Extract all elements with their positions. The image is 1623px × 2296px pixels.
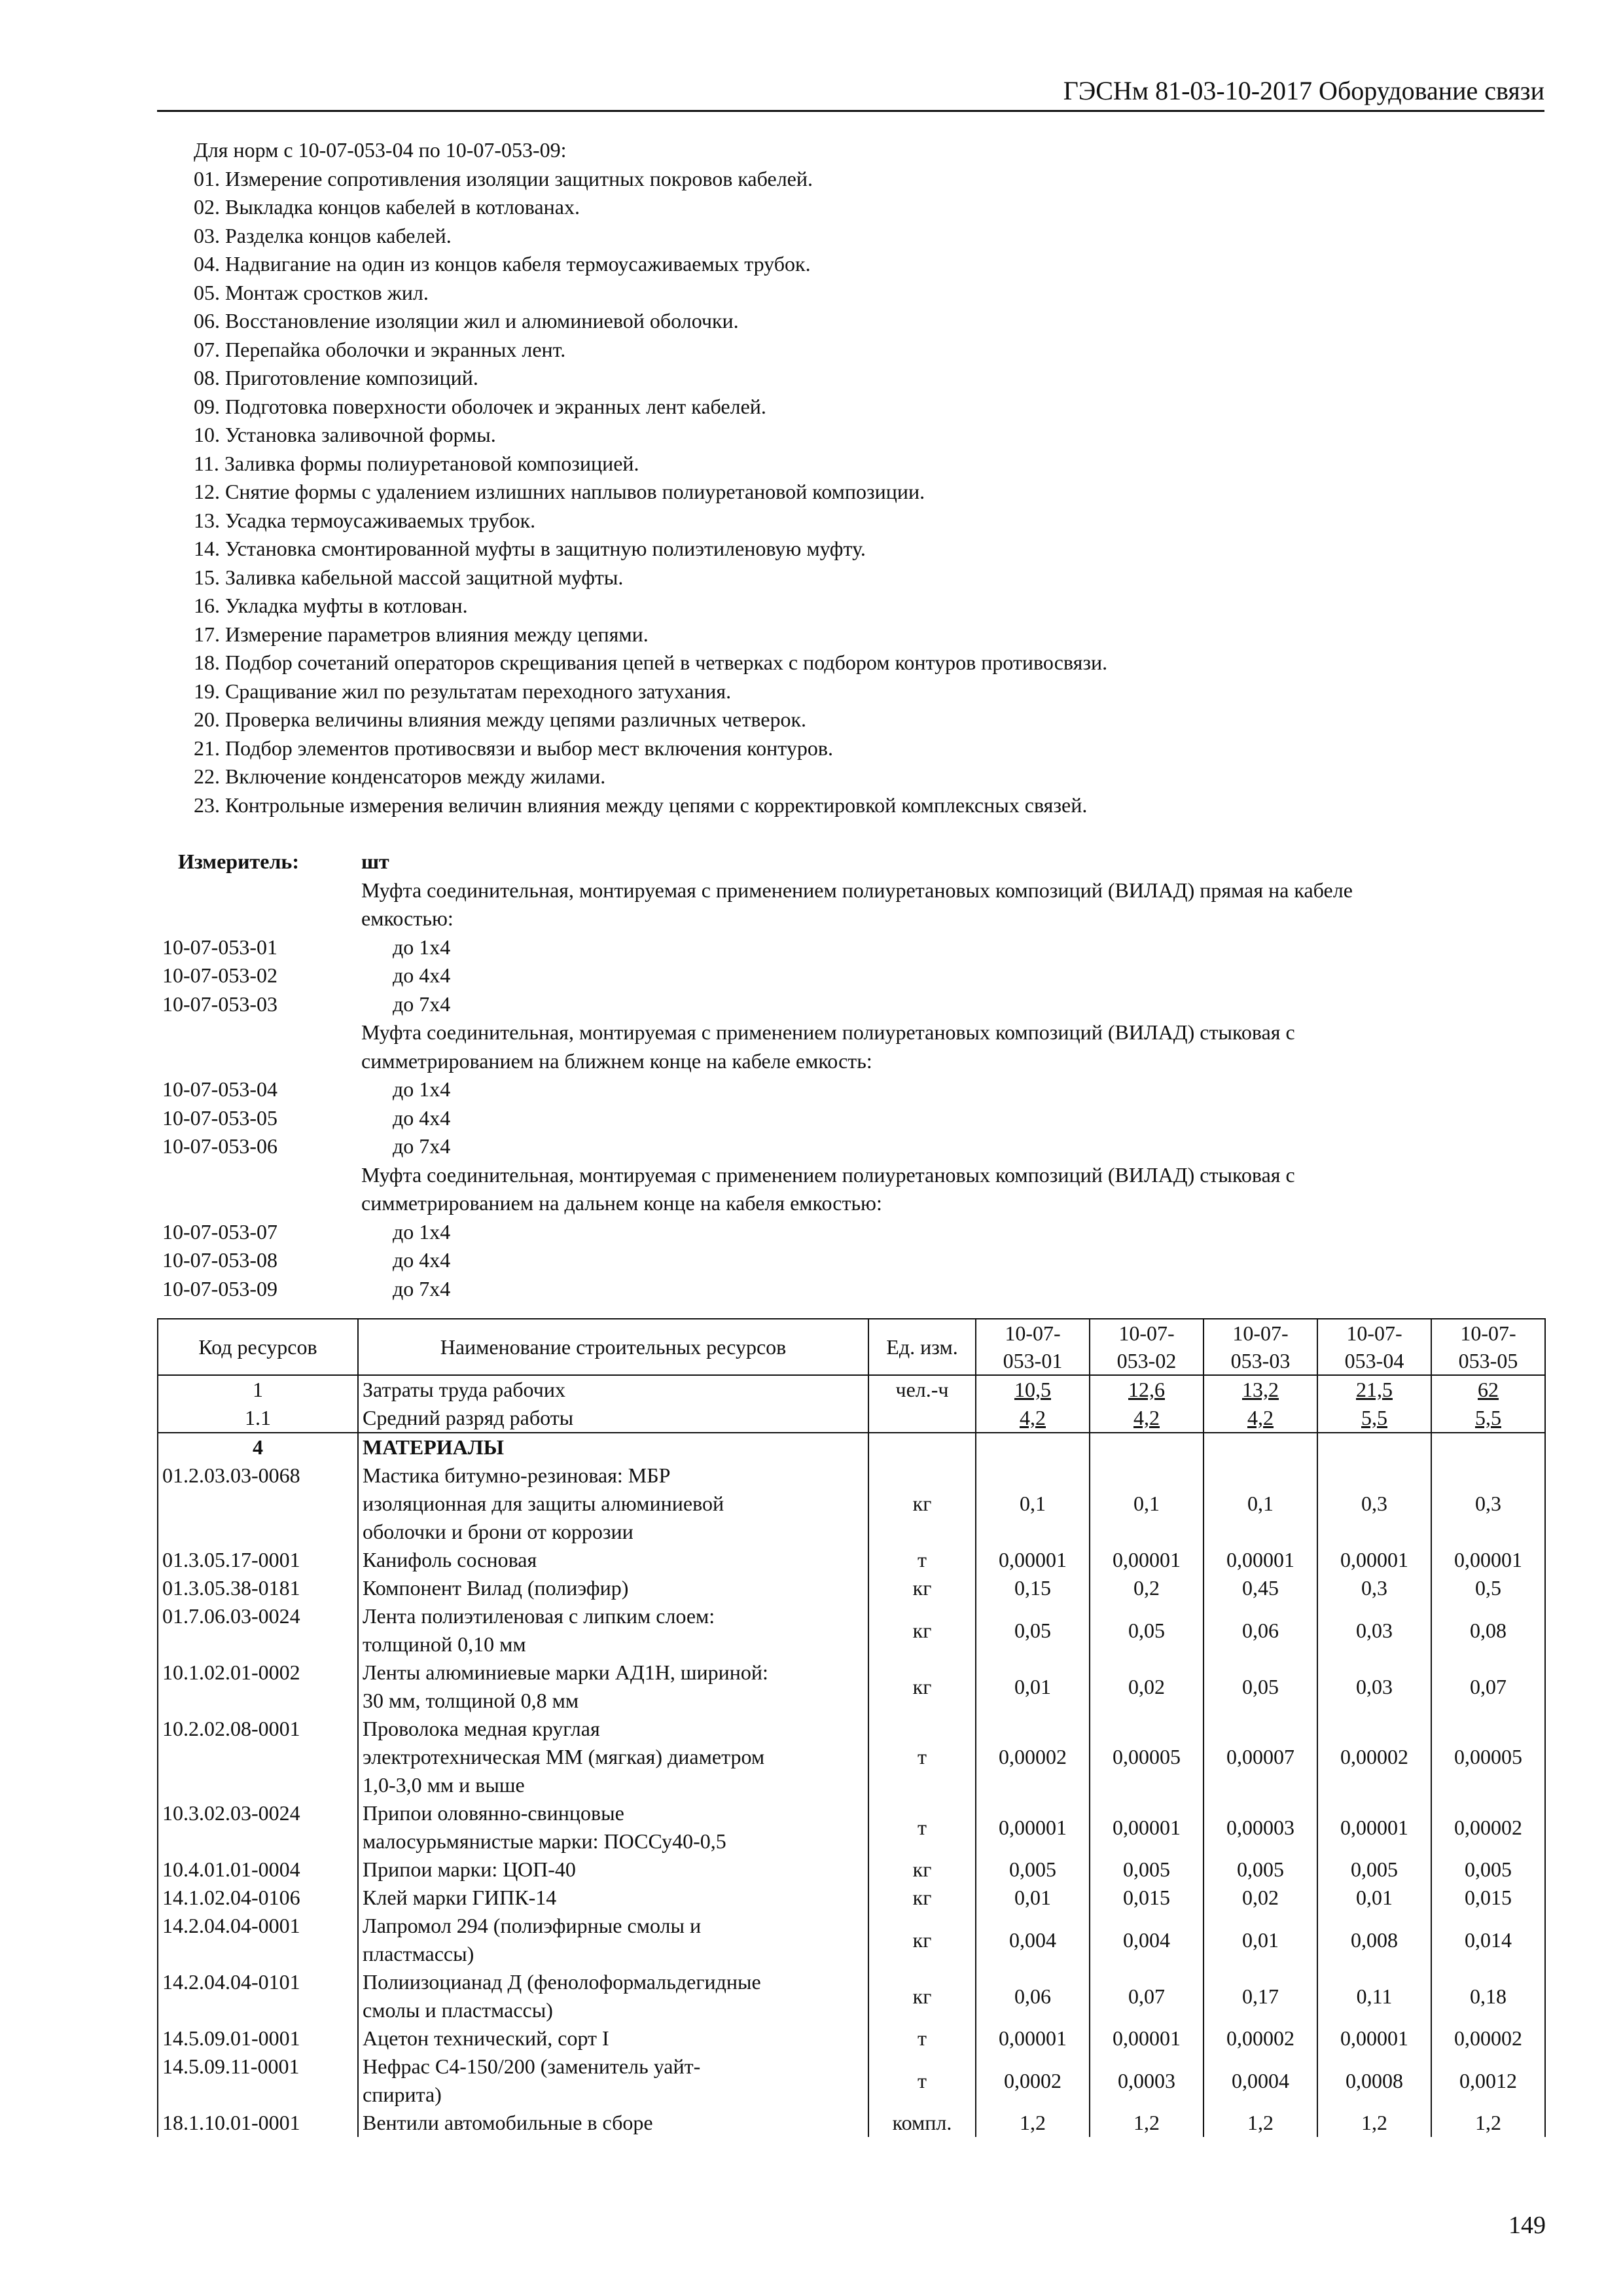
- norm-capacity: до 1х4: [393, 935, 451, 959]
- page-number: 149: [1508, 2212, 1546, 2239]
- resource-value-cell: 0,05: [976, 1602, 1090, 1659]
- resource-unit-cell: т: [868, 1546, 976, 1574]
- resource-unit-cell: кг: [868, 1574, 976, 1602]
- table-row: [158, 1856, 1545, 1884]
- resource-value-cell: 0,005: [1431, 1856, 1545, 1884]
- resource-unit-cell: кг: [868, 1602, 976, 1659]
- resource-name-cell: [358, 1433, 868, 1462]
- work-item: 11. Заливка формы полиуретановой композицией.: [194, 451, 639, 475]
- header-name: Наименование строительных ресурсов: [358, 1319, 868, 1375]
- norm-row: [162, 1132, 1550, 1161]
- resource-value-cell: 0,014: [1431, 1912, 1545, 1968]
- resource-code-cell: 4: [158, 1433, 358, 1462]
- table-row: [158, 1574, 1545, 1602]
- resource-value-cell: 0,005: [1090, 1856, 1204, 1884]
- resource-code-cell: 01.2.03.03-0068: [158, 1462, 358, 1546]
- resource-code-cell: 01.3.05.17-0001: [158, 1546, 358, 1574]
- resource-name-cell: [358, 2024, 868, 2053]
- resource-name-line: Полиизоцианад Д (фенолоформальдегидные: [363, 1970, 761, 1994]
- resource-name-cell: [358, 1715, 868, 1799]
- work-item: 12. Снятие формы с удалением излишних наплывов полиуретановой композиции.: [194, 480, 925, 503]
- table-row: [158, 1462, 1545, 1546]
- resource-code-cell: 14.2.04.04-0101: [158, 1968, 358, 2024]
- resource-name-line: Средний разряд работы: [363, 1406, 574, 1429]
- resource-value-cell: 0,00002: [1431, 2024, 1545, 2053]
- norm-capacity: до 7х4: [393, 1134, 451, 1158]
- resource-code-cell: 1: [158, 1375, 358, 1404]
- resource-value-cell: 0,00002: [1204, 2024, 1317, 2053]
- resource-value-cell: 0,03: [1317, 1659, 1431, 1715]
- resource-unit-cell: чел.-ч: [868, 1375, 976, 1404]
- resource-name-line: Затраты труда рабочих: [363, 1378, 565, 1401]
- resource-value-cell: 1,2: [1317, 2109, 1431, 2137]
- header-norm: 10-07- 053-01: [976, 1319, 1090, 1375]
- resource-code-cell: 18.1.10.01-0001: [158, 2109, 358, 2137]
- resource-name-line: оболочки и брони от коррозии: [363, 1520, 633, 1543]
- work-item: 10. Установка заливочной формы.: [194, 423, 496, 446]
- resource-value-cell: 12,6: [1090, 1375, 1204, 1404]
- resource-value-cell: 0,01: [1317, 1884, 1431, 1912]
- resource-value-cell: 0,00001: [1090, 2024, 1204, 2053]
- resource-unit-cell: т: [868, 2024, 976, 2053]
- header-unit: Ед. изм.: [868, 1319, 976, 1375]
- resource-value-cell: 0,08: [1431, 1602, 1545, 1659]
- work-item: 05. Монтаж сростков жил.: [194, 280, 429, 304]
- resource-value-cell: 0,3: [1317, 1462, 1431, 1546]
- meter-description: [162, 1047, 1550, 1076]
- norm-row: [162, 1218, 1550, 1247]
- resource-value-cell: 4,2: [976, 1404, 1090, 1433]
- resource-value-cell: [976, 1433, 1090, 1462]
- resource-code-cell: 1.1: [158, 1404, 358, 1433]
- resource-value-cell: 0,05: [1090, 1602, 1204, 1659]
- resource-code-cell: 14.2.04.04-0001: [158, 1912, 358, 1968]
- work-list-intro: Для норм с 10-07-053-04 по 10-07-053-09:: [194, 138, 567, 162]
- meter-description: [162, 1189, 1550, 1218]
- resource-value-cell: 0,005: [976, 1856, 1090, 1884]
- table-row: [158, 2109, 1545, 2137]
- resource-value-cell: 0,004: [976, 1912, 1090, 1968]
- work-composition-list: [194, 136, 1503, 819]
- resource-value-cell: 0,02: [1090, 1659, 1204, 1715]
- table-row: [158, 2053, 1545, 2109]
- resource-value-cell: 0,00001: [976, 1546, 1090, 1574]
- header-code: Код ресурсов: [158, 1319, 358, 1375]
- work-item: 14. Установка смонтированной муфты в защитную полиэтиленовую муфту.: [194, 537, 866, 560]
- meter-label: Измеритель:: [178, 850, 299, 873]
- resource-code-cell: 10.4.01.01-0004: [158, 1856, 358, 1884]
- resource-value-cell: 0,17: [1204, 1968, 1317, 2024]
- work-item: 06. Восстановление изоляции жил и алюминиевой оболочки.: [194, 309, 739, 332]
- resource-name-cell: [358, 1462, 868, 1546]
- work-item: 19. Сращивание жил по результатам переходного затухания.: [194, 679, 732, 703]
- resource-name-line: Канифоль сосновая: [363, 1548, 537, 1571]
- resource-value-cell: 5,5: [1317, 1404, 1431, 1433]
- resource-name-cell: [358, 1602, 868, 1659]
- table-row: [158, 1912, 1545, 1968]
- resource-name-line: Проволока медная круглая: [363, 1717, 600, 1740]
- resource-unit-cell: [868, 1404, 976, 1433]
- resource-name-cell: [358, 1968, 868, 2024]
- work-item: 07. Перепайка оболочки и экранных лент.: [194, 337, 566, 361]
- resource-value-cell: 0,00002: [1317, 1715, 1431, 1799]
- norm-code: 10-07-053-09: [162, 1276, 277, 1300]
- resource-value-cell: 0,0003: [1090, 2053, 1204, 2109]
- meter-description-text: Муфта соединительная, монтируемая с применением полиуретановых композиций (ВИЛАД) стыковая с: [361, 1162, 1295, 1187]
- resource-name-line: Клей марки ГИПК-14: [363, 1886, 557, 1909]
- resource-name-line: Компонент Вилад (полиэфир): [363, 1576, 629, 1600]
- resource-value-cell: 0,06: [976, 1968, 1090, 2024]
- resource-name-cell: [358, 1404, 868, 1433]
- resource-value-cell: [1204, 1433, 1317, 1462]
- resource-unit-cell: т: [868, 2053, 976, 2109]
- resource-value-cell: 0,07: [1090, 1968, 1204, 2024]
- work-list-items: [194, 165, 1503, 820]
- resource-name-cell: [358, 1799, 868, 1856]
- resource-unit-cell: кг: [868, 1968, 976, 2024]
- resource-name-line: Ленты алюминиевые марки АД1Н, шириной:: [363, 1660, 768, 1684]
- resource-unit-cell: компл.: [868, 2109, 976, 2137]
- table-row: [158, 1404, 1545, 1433]
- norm-row: [162, 933, 1550, 962]
- norm-code: 10-07-053-02: [162, 963, 277, 987]
- resource-value-cell: 0,00001: [1317, 2024, 1431, 2053]
- resource-code-cell: 01.3.05.38-0181: [158, 1574, 358, 1602]
- meter-unit: шт: [361, 850, 389, 873]
- resource-value-cell: 0,00002: [1431, 1799, 1545, 1856]
- table-row: [158, 2024, 1545, 2053]
- resource-name-cell: [358, 1856, 868, 1884]
- resource-value-cell: 0,1: [1090, 1462, 1204, 1546]
- resource-name-cell: [358, 1659, 868, 1715]
- resource-unit-cell: кг: [868, 1462, 976, 1546]
- resource-value-cell: 1,2: [1204, 2109, 1317, 2137]
- work-item: 08. Приготовление композиций.: [194, 366, 478, 389]
- resource-value-cell: 0,07: [1431, 1659, 1545, 1715]
- norm-code: 10-07-053-06: [162, 1134, 277, 1158]
- work-item: 01. Измерение сопротивления изоляции защитных покровов кабелей.: [194, 166, 813, 190]
- table-row: [158, 1375, 1545, 1404]
- resource-value-cell: 0,00001: [1317, 1799, 1431, 1856]
- table-row: [158, 1968, 1545, 2024]
- resource-value-cell: 0,01: [976, 1884, 1090, 1912]
- norm-capacity: до 7х4: [393, 1276, 451, 1300]
- header-norm: 10-07- 053-04: [1317, 1319, 1431, 1375]
- resource-value-cell: 0,00003: [1204, 1799, 1317, 1856]
- resource-name-cell: [358, 2053, 868, 2109]
- norm-code: 10-07-053-01: [162, 935, 277, 959]
- resource-value-cell: 0,01: [976, 1659, 1090, 1715]
- resource-value-cell: 1,2: [1090, 2109, 1204, 2137]
- resource-name-cell: [358, 1375, 868, 1404]
- work-item: 23. Контрольные измерения величин влияния между цепями с корректировкой комплексных связей.: [194, 793, 1088, 817]
- resource-value-cell: 5,5: [1431, 1404, 1545, 1433]
- resource-value-cell: 0,3: [1431, 1462, 1545, 1546]
- resource-name-line: Припои оловянно-свинцовые: [363, 1801, 624, 1825]
- meter-description-text: емкостью:: [361, 906, 454, 930]
- resource-name-cell: [358, 1546, 868, 1574]
- resource-name-line: электротехническая ММ (мягкая) диаметром: [363, 1745, 765, 1768]
- table-row: [158, 1659, 1545, 1715]
- resource-value-cell: 0,0012: [1431, 2053, 1545, 2109]
- resource-name-line: малосурьмянистые марки: ПОССу40-0,5: [363, 1829, 726, 1853]
- resource-code-cell: 10.2.02.08-0001: [158, 1715, 358, 1799]
- table-row: [158, 1433, 1545, 1462]
- resource-value-cell: 0,3: [1317, 1574, 1431, 1602]
- resource-unit-cell: т: [868, 1715, 976, 1799]
- resource-code-cell: 14.1.02.04-0106: [158, 1884, 358, 1912]
- resource-code-cell: 10.1.02.01-0002: [158, 1659, 358, 1715]
- meter-description-text: Муфта соединительная, монтируемая с применением полиуретановых композиций (ВИЛАД) стыковая с: [361, 1020, 1295, 1044]
- work-item: 16. Укладка муфты в котлован.: [194, 594, 468, 617]
- resource-value-cell: 0,008: [1317, 1912, 1431, 1968]
- work-item: 04. Надвигание на один из концов кабеля термоусаживаемых трубок.: [194, 252, 811, 276]
- resource-value-cell: 4,2: [1204, 1404, 1317, 1433]
- resource-value-cell: 0,00001: [976, 2024, 1090, 2053]
- resource-value-cell: 0,00001: [1090, 1546, 1204, 1574]
- resource-name-line: Лапромол 294 (полиэфирные смолы и: [363, 1914, 702, 1937]
- resource-value-cell: 1,2: [976, 2109, 1090, 2137]
- work-item: 15. Заливка кабельной массой защитной муфты.: [194, 565, 624, 589]
- resources-table-body: [158, 1375, 1545, 2137]
- resource-name-line: Мастика битумно-резиновая: МБР: [363, 1463, 671, 1487]
- table-row: [158, 1602, 1545, 1659]
- resource-name-line: 1,0-3,0 мм и выше: [363, 1773, 525, 1797]
- norm-code: 10-07-053-08: [162, 1248, 277, 1272]
- header-norm: 10-07- 053-03: [1204, 1319, 1317, 1375]
- resource-name-cell: [358, 1884, 868, 1912]
- resource-value-cell: 0,00001: [1204, 1546, 1317, 1574]
- page-header: [157, 73, 1544, 112]
- resource-code-cell: 14.5.09.01-0001: [158, 2024, 358, 2053]
- resource-value-cell: 0,004: [1090, 1912, 1204, 1968]
- resource-value-cell: 0,1: [976, 1462, 1090, 1546]
- work-item: 03. Разделка концов кабелей.: [194, 223, 452, 247]
- norm-row: [162, 1246, 1550, 1275]
- resource-value-cell: 0,00001: [976, 1799, 1090, 1856]
- resource-value-cell: 0,005: [1204, 1856, 1317, 1884]
- resource-value-cell: 0,00005: [1090, 1715, 1204, 1799]
- norm-capacity: до 7х4: [393, 992, 451, 1016]
- table-row: [158, 1715, 1545, 1799]
- meter-description-text: симметрированием на ближнем конце на кабеле емкость:: [361, 1049, 872, 1073]
- norm-code: 10-07-053-05: [162, 1105, 277, 1130]
- resource-unit-cell: кг: [868, 1884, 976, 1912]
- resource-value-cell: 0,2: [1090, 1574, 1204, 1602]
- norm-capacity: до 4х4: [393, 963, 451, 987]
- resource-value-cell: 0,18: [1431, 1968, 1545, 2024]
- work-item: 20. Проверка величины влияния между цепями различных четверок.: [194, 708, 807, 731]
- resource-name-line: изоляционная для защиты алюминиевой: [363, 1492, 724, 1515]
- norm-row: [162, 1275, 1550, 1304]
- resource-name-line: спирита): [363, 2083, 442, 2106]
- norm-code: 10-07-053-07: [162, 1219, 277, 1244]
- norm-row: [162, 990, 1550, 1019]
- work-item: 09. Подготовка поверхности оболочек и экранных лент кабелей.: [194, 394, 766, 418]
- resource-value-cell: 13,2: [1204, 1375, 1317, 1404]
- norm-row: [162, 1075, 1550, 1104]
- norm-row: [162, 1104, 1550, 1133]
- work-item: 21. Подбор элементов противосвязи и выбор мест включения контуров.: [194, 736, 833, 760]
- norm-capacity: до 1х4: [393, 1219, 451, 1244]
- resource-value-cell: 1,2: [1431, 2109, 1545, 2137]
- resource-value-cell: 0,0002: [976, 2053, 1090, 2109]
- resource-name-line: Припои марки: ЦОП-40: [363, 1857, 576, 1881]
- resource-code-cell: 01.7.06.03-0024: [158, 1602, 358, 1659]
- norm-code: 10-07-053-03: [162, 992, 277, 1016]
- resource-value-cell: 0,45: [1204, 1574, 1317, 1602]
- resource-value-cell: 0,11: [1317, 1968, 1431, 2024]
- resource-value-cell: 0,02: [1204, 1884, 1317, 1912]
- work-item: 02. Выкладка концов кабелей в котлованах.: [194, 195, 580, 219]
- resource-value-cell: [1431, 1433, 1545, 1462]
- norm-capacity: до 4х4: [393, 1248, 451, 1272]
- resource-value-cell: 0,005: [1317, 1856, 1431, 1884]
- work-item: 22. Включение конденсаторов между жилами.: [194, 764, 606, 788]
- work-item: 17. Измерение параметров влияния между цепями.: [194, 622, 649, 646]
- resources-table: [157, 1318, 1546, 2137]
- resource-value-cell: 0,5: [1431, 1574, 1545, 1602]
- resource-value-cell: [1317, 1433, 1431, 1462]
- meter-header-row: [162, 848, 1550, 876]
- resource-name-cell: [358, 1912, 868, 1968]
- resource-value-cell: 0,05: [1204, 1659, 1317, 1715]
- meter-description: [162, 905, 1550, 933]
- resource-name-cell: [358, 2109, 868, 2137]
- table-row: [158, 1884, 1545, 1912]
- resource-value-cell: 0,1: [1204, 1462, 1317, 1546]
- table-row: [158, 1546, 1545, 1574]
- header-norm: 10-07- 053-02: [1090, 1319, 1204, 1375]
- resource-value-cell: 0,15: [976, 1574, 1090, 1602]
- header-norm: 10-07- 053-05: [1431, 1319, 1545, 1375]
- meter-description-text: симметрированием на дальнем конце на кабеля емкостью:: [361, 1191, 882, 1215]
- resource-value-cell: 0,03: [1317, 1602, 1431, 1659]
- table-row: [158, 1799, 1545, 1856]
- resource-code-cell: 14.5.09.11-0001: [158, 2053, 358, 2109]
- resource-value-cell: 0,00007: [1204, 1715, 1317, 1799]
- resource-unit-cell: кг: [868, 1659, 976, 1715]
- resource-name-line: МАТЕРИАЛЫ: [363, 1435, 504, 1459]
- resource-unit-cell: [868, 1433, 976, 1462]
- resource-value-cell: 10,5: [976, 1375, 1090, 1404]
- norm-capacity: до 4х4: [393, 1105, 451, 1130]
- resource-unit-cell: т: [868, 1799, 976, 1856]
- resource-name-line: Ацетон технический, сорт I: [363, 2026, 609, 2050]
- meter-description: [162, 1161, 1550, 1190]
- resource-name-line: Нефрас С4-150/200 (заменитель уайт-: [363, 2054, 701, 2078]
- resource-value-cell: 0,0008: [1317, 2053, 1431, 2109]
- resource-name-line: 30 мм, толщиной 0,8 мм: [363, 1689, 579, 1712]
- resource-name-line: Вентили автомобильные в сборе: [363, 2111, 653, 2134]
- resource-value-cell: [1090, 1433, 1204, 1462]
- resource-value-cell: 0,0004: [1204, 2053, 1317, 2109]
- meter-description-text: Муфта соединительная, монтируемая с применением полиуретановых композиций (ВИЛАД) прямая на кабеле: [361, 878, 1353, 902]
- resource-value-cell: 0,00001: [1431, 1546, 1545, 1574]
- resource-value-cell: 62: [1431, 1375, 1545, 1404]
- resource-name-line: пластмассы): [363, 1942, 474, 1965]
- resource-unit-cell: кг: [868, 1856, 976, 1884]
- resource-value-cell: 21,5: [1317, 1375, 1431, 1404]
- resource-value-cell: 0,01: [1204, 1912, 1317, 1968]
- norm-row: [162, 961, 1550, 990]
- work-item: 18. Подбор сочетаний операторов скрещивания цепей в четверках с подбором контуров противосвязи.: [194, 651, 1108, 674]
- resource-name-cell: [358, 1574, 868, 1602]
- resource-value-cell: 0,00002: [976, 1715, 1090, 1799]
- resource-value-cell: 0,06: [1204, 1602, 1317, 1659]
- document-title: ГЭСНм 81-03-10-2017 Оборудование связи: [1063, 76, 1544, 105]
- resource-value-cell: 0,015: [1431, 1884, 1545, 1912]
- resource-name-line: Лента полиэтиленовая с липким слоем:: [363, 1604, 715, 1628]
- meter-description: [162, 1018, 1550, 1047]
- resource-name-line: толщиной 0,10 мм: [363, 1632, 526, 1656]
- work-item: 13. Усадка термоусаживаемых трубок.: [194, 508, 536, 532]
- resource-code-cell: 10.3.02.03-0024: [158, 1799, 358, 1856]
- resource-value-cell: 0,015: [1090, 1884, 1204, 1912]
- meter-description: [162, 876, 1550, 905]
- norm-capacity: до 1х4: [393, 1077, 451, 1101]
- resource-name-line: смолы и пластмассы): [363, 1998, 553, 2022]
- table-header-row: [158, 1319, 1545, 1375]
- resource-unit-cell: кг: [868, 1912, 976, 1968]
- norm-code: 10-07-053-04: [162, 1077, 277, 1101]
- resource-value-cell: 0,00001: [1090, 1799, 1204, 1856]
- resource-value-cell: 4,2: [1090, 1404, 1204, 1433]
- resource-value-cell: 0,00005: [1431, 1715, 1545, 1799]
- resource-value-cell: 0,00001: [1317, 1546, 1431, 1574]
- meter-section: [162, 848, 1550, 1303]
